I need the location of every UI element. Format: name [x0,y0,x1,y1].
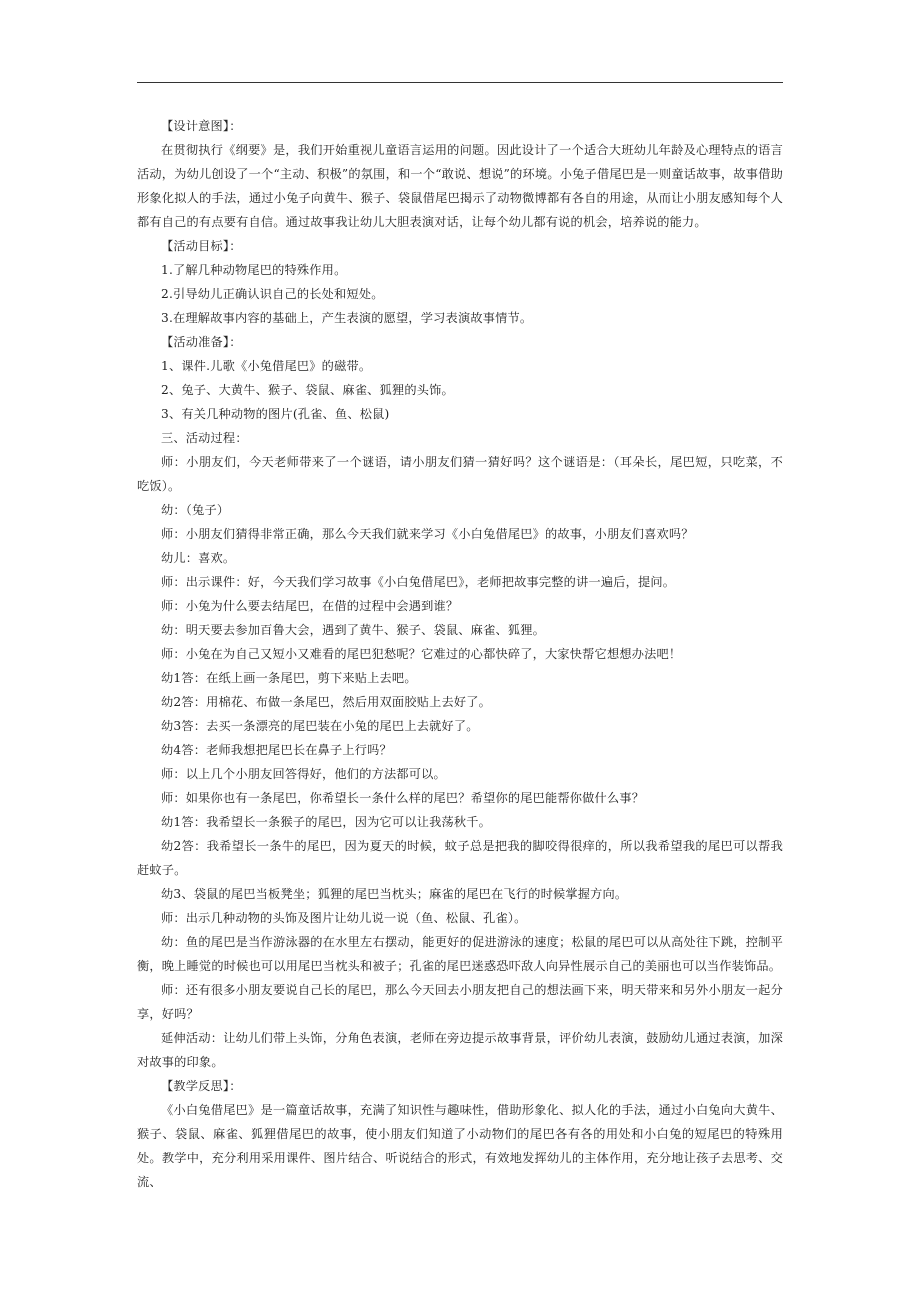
paragraph: 师：小兔在为自己又短小又难看的尾巴犯愁呢？它难过的心都快碎了，大家快帮它想想办法吧！ [161,647,682,661]
paragraph: 幼1答：我希望长一条猴子的尾巴，因为它可以让我荡秋千。 [161,815,492,829]
paragraph: 幼：（兔子） [161,503,230,517]
paragraph: 师：还有很多小朋友要说自己长的尾巴，那么今天回去小朋友把自己的想法画下来，明天带来和另外小朋友一起分享，好吗？ [137,983,783,1021]
paragraph: 幼3答：去买一条漂亮的尾巴装在小兔的尾巴上去就好了。 [161,719,479,733]
paragraph: 幼：鱼的尾巴是当作游泳器的在水里左右摆动，能更好的促进游泳的速度；松鼠的尾巴可以从高处往下跳，控制平衡，晚上睡觉的时候也可以用尾巴当枕头和被子；孔雀的尾巴迷惑恐吓敌人向异性展示自己的美丽也可以当作装饰品。 [137,935,783,973]
paragraph: 师：如果你也有一条尾巴，你希望长一条什么样的尾巴？希望你的尾巴能帮你做什么事？ [161,791,645,805]
paragraph: 幼2答：用棉花、布做一条尾巴，然后用双面胶贴上去好了。 [161,695,492,709]
section-heading: 【设计意图】： [161,119,242,133]
paragraph: 师：出示课件：好，今天我们学习故事《小白兔借尾巴》，老师把故事完整的讲一遍后，提问。 [161,575,676,589]
paragraph: 师：小朋友们猜得非常正确，那么今天我们就来学习《小白兔借尾巴》的故事，小朋友们喜欢吗？ [161,527,694,541]
paragraph: 3.在理解故事内容的基础上，产生表演的愿望，学习表演故事情节。 [161,311,533,325]
paragraph: 2、兔子、大黄牛、猴子、袋鼠、麻雀、狐狸的头饰。 [161,383,454,397]
paragraph: 师：出示几种动物的头饰及图片让幼儿说一说（鱼、松鼠、孔雀）。 [161,911,527,925]
paragraph: 2.引导幼儿正确认识自己的长处和短处。 [161,287,384,301]
section-heading: 【活动准备】： [161,335,242,349]
paragraph: 师：小朋友们，今天老师带来了一个谜语，请小朋友们猜一猜好吗？这个谜语是：（耳朵长，尾巴短，只吃菜，不吃饭）。 [137,455,783,493]
paragraph: 幼：明天要去参加百鲁大会，遇到了黄牛、猴子、袋鼠、麻雀、狐狸。 [161,623,546,637]
paragraph: 三、活动过程： [161,431,248,445]
paragraph: 在贯彻执行《纲要》是，我们开始重视儿童语言运用的问题。因此设计了一个适合大班幼儿年龄及心理特点的语言活动，为幼儿创设了一个“主动、积极”的氛围，和一个“敢说、想说”的环境。小兔子借尾巴是一则童话故事，故事借助形象化拟人的手法，通过小兔子向黄牛、猴子、袋鼠借尾巴揭示了动物微博都有各自的用途，从而让小朋友感知每个人都有自己的有点要有自信。通过故事我让幼儿大胆表演对话，让每个幼儿都有说的机会，培养说的能力。 [137,143,783,229]
paragraph: 3、有关几种动物的图片(孔雀、鱼、松鼠) [161,407,390,421]
paragraph: 幼2答：我希望长一条牛的尾巴，因为夏天的时候，蚊子总是把我的脚咬得很痒的，所以我希望我的尾巴可以帮我赶蚊子。 [137,839,783,877]
paragraph: 1.了解几种动物尾巴的特殊作用。 [161,263,347,277]
paragraph: 幼儿：喜欢。 [161,551,236,565]
paragraph: 幼1答：在纸上画一条尾巴，剪下来贴上去吧。 [161,671,417,685]
paragraph: 师：以上几个小朋友回答得好，他们的方法都可以。 [161,767,446,781]
section-heading: 【活动目标】： [161,239,242,253]
paragraph: 师：小兔为什么要去结尾巴，在借的过程中会遇到谁？ [161,599,459,613]
paragraph: 延伸活动：让幼儿们带上头饰，分角色表演，老师在旁边提示故事背景，评价幼儿表演，鼓励幼儿通过表演，加深对故事的印象。 [137,1031,783,1069]
paragraph: 《小白兔借尾巴》是一篇童话故事，充满了知识性与趣味性，借助形象化、拟人化的手法，通过小白兔向大黄牛、猴子、袋鼠、麻雀、狐狸借尾巴的故事，使小朋友们知道了小动物们的尾巴各有各的用处和小白兔的短尾巴的特殊用处。教学中，充分利用采用课件、图片结合、听说结合的形式，有效地发挥幼儿的主体作用，充分地让孩子去思考、交流、 [137,1103,783,1189]
section-heading: 【教学反思】： [161,1079,242,1093]
header-rule [137,82,783,83]
paragraph: 幼4答：老师我想把尾巴长在鼻子上行吗？ [161,743,392,757]
paragraph: 幼3、袋鼠的尾巴当板凳坐；狐狸的尾巴当枕头；麻雀的尾巴在飞行的时候掌握方向。 [161,887,628,901]
paragraph: 1、课件.儿歌《小兔借尾巴》的磁带。 [161,359,372,373]
document-body [137,114,783,1194]
